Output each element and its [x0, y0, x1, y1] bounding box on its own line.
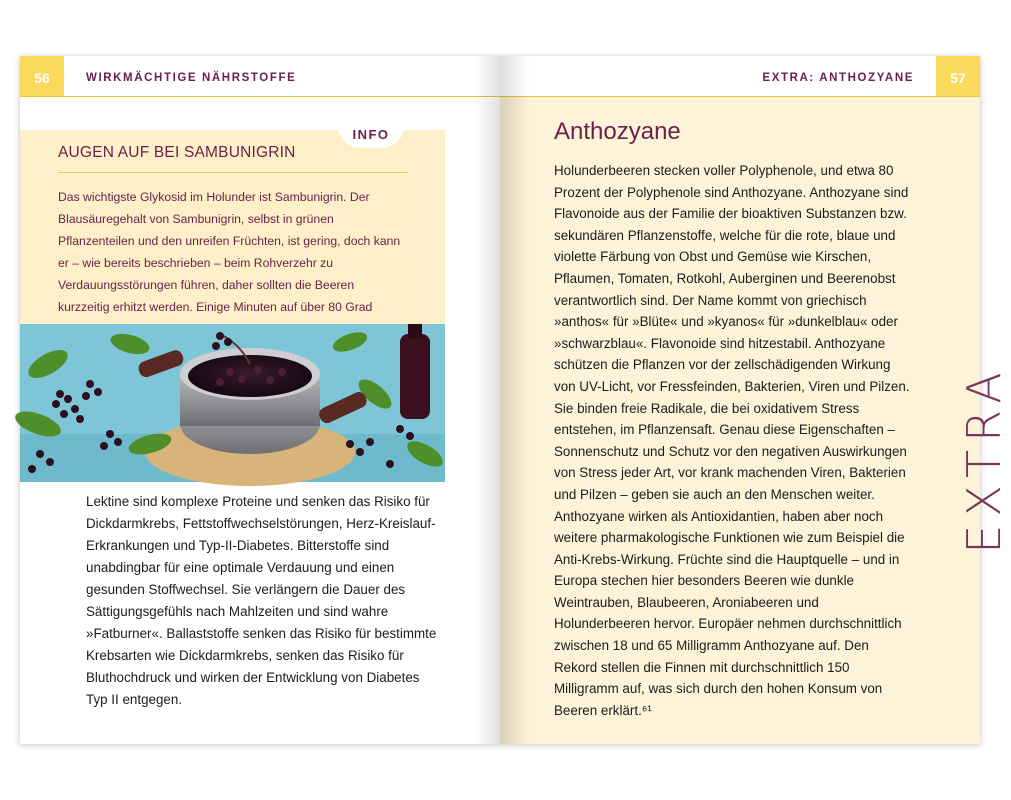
right-page — [500, 56, 1011, 744]
left-header — [20, 56, 500, 97]
extra-vertical-label: EXTRA — [957, 364, 1011, 554]
left-page-number: 56 — [20, 56, 64, 96]
info-text: Das wichtigste Glykosid im Holunder ist Sambunigrin. Der Blausäuregehalt von Sambunigrin, selbst in grünen Pflanzenteilen und den unreifen Früchten, ist gering, doch kann er – wie bereits beschrieben – beim Rohverzehr zu Verdauungsstörungen führen, daher sollten die Beeren kurzzeitig erhitzt werden. Einige Minuten auf über 80 Grad — [58, 190, 401, 314]
section-title: Anthozyane — [554, 118, 681, 145]
right-gutter-shadow — [500, 56, 530, 744]
left-gutter-shadow — [474, 56, 500, 744]
right-body-text: Holunderbeeren stecken voller Polyphenole, und etwa 80 Prozent der Polyphenole sind Anthozyane. Anthozyane sind Flavonoide aus der Familie der bioaktiven Substanzen bzw. sekundären Pflanzenstoffe, welche für die rote, blaue und violette Färbung von Obst und Gemüse wie Kirschen, Pflaumen, Tomaten, Rotkohl, Auberginen und Beerenobst verantwortlich sind. Der Name kommt von griechisch »anthos« für »Blüte« und »kyanos« für »dunkelblau« oder »schwarzblau«. Flavonoide sind hitzestabil. Anthozyane schützen die Pflanzen vor der zellschädigenden Wirkung von UV-Licht, vor Fressfeinden, Bakterien, Viren und Pilzen. Sie binden freie Radikale, die bei oxidativem Stress entstehen, im Pflanzensaft. Genau diese Eigenschaften – Sonnenschutz und Schutz vor den negativen Auswirkungen von Stress jeder Art, vor krank machenden Viren, Bakterien und Pilzen – geben sie auch an den Menschen weiter. Anthozyane wirken als Antioxidantien, haben aber noch weitere pharmakologische Funktionen wie zum Beispiel die Anti-Krebs-Wirkung. Früchte sind die Hauptquelle – und in Europa stechen hier besonders Beeren wie dunkle Weintrauben, Blaubeeren, Aroniabeeren und Holunderbeeren hervor. Europäer nehmen durchschnittlich zwischen 18 und 65 Milligramm Anthozyane auf. Den Rekord stellen die Finnen mit durchschnittlich 150 Milligramm auf, was sich durch den hohen Konsum von Beeren erklärt.⁶¹ — [554, 163, 910, 718]
left-body-text: Lektine sind komplexe Proteine und senken das Risiko für Dickdarmkrebs, Fettstoffwechselstörungen, Herz-Kreislauf-Erkrankungen und Typ-II-Diabetes. Bitterstoffe sind unabdingbar für eine optimale Verdauung und einen gesunden Stoffwechsel. Sie verlängern die Dauer des Sättigungsgefühls nach Mahlzeiten und sind wahre »Fatburner«. Ballaststoffe senken das Risiko für bestimmte Krebsarten wie Dickdarmkrebs, senken das Risiko für Bluthochdruck und wirken der Entwicklung von Diabetes Typ II entgegen. — [86, 494, 437, 707]
left-page — [20, 56, 500, 744]
book-spread — [20, 56, 1011, 744]
elderberry-photo-illustration — [20, 324, 445, 482]
info-divider — [58, 172, 408, 173]
right-page-number: 57 — [936, 56, 980, 96]
right-header — [500, 56, 980, 97]
info-tab: INFO — [338, 120, 404, 148]
info-title: AUGEN AUF BEI SAMBUNIGRIN — [58, 144, 296, 161]
elderberry-pot-photo — [20, 324, 445, 482]
right-running-head: EXTRA: ANTHOZYANE — [762, 72, 914, 84]
left-running-head: WIRKMÄCHTIGE NÄHRSTOFFE — [86, 72, 297, 84]
info-box — [20, 127, 445, 324]
